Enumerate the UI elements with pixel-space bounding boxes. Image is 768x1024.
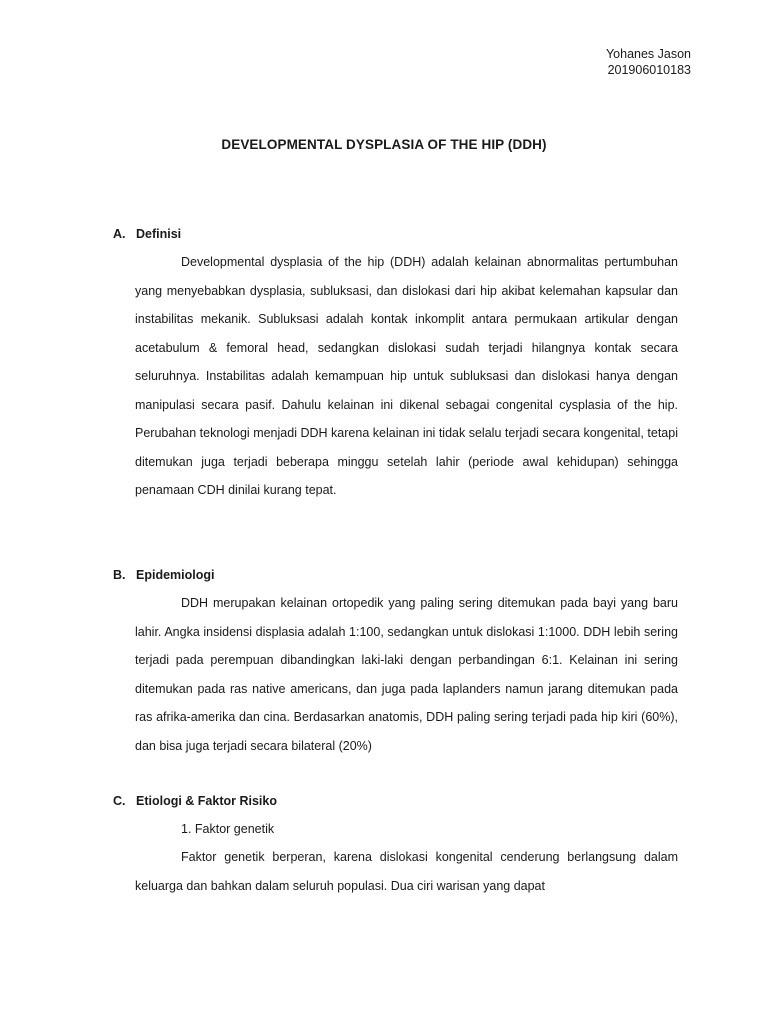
section-heading-definisi <box>113 227 181 241</box>
author-block <box>606 46 691 78</box>
paragraph-definisi: Developmental dysplasia of the hip (DDH) adalah kelainan abnormalitas pertumbuhan yang menyebabkan dysplasia, subluksasi, dan dislokasi dari hip akibat kelemahan kapsular dan instabilitas mekanik. Subluksasi adalah kontak inkomplit antara permukaan artikular dengan acetabulum & femoral head, sedangkan dislokasi sudah terjadi hilangnya kontak secara seluruhnya. Instabilitas adalah kemampuan hip untuk subluksasi dan dislokasi hanya dengan manipulasi secara pasif. Dahulu kelainan ini dikenal sebagai congenital cysplasia of the hip. Perubahan teknologi menjadi DDH karena kelainan ini tidak selalu terjadi secara kongenital, tetapi ditemukan juga terjadi beberapa minggu setelah lahir (periode awal kehidupan) sehingga penamaan CDH dinilai kurang tepat. <box>135 255 678 497</box>
section-letter: B. <box>113 568 126 582</box>
section-heading-etiologi <box>113 794 277 808</box>
section-title: Epidemiologi <box>136 568 215 582</box>
section-heading-epidemiologi <box>113 568 214 582</box>
section-title: Etiologi & Faktor Risiko <box>136 794 277 808</box>
student-id: 201906010183 <box>607 63 691 77</box>
section-letter: C. <box>113 794 126 808</box>
author-name: Yohanes Jason <box>605 47 691 61</box>
page-title: DEVELOPMENTAL DYSPLASIA OF THE HIP (DDH) <box>221 137 547 152</box>
section-letter: A. <box>113 227 126 241</box>
sub-item-faktor-genetik: 1. Faktor genetik <box>181 822 275 836</box>
section-title: Definisi <box>136 227 182 241</box>
paragraph-faktor-genetik: Faktor genetik berperan, karena dislokasi kongenital cenderung berlangsung dalam keluarga dan bahkan dalam seluruh populasi. Dua ciri warisan yang dapat <box>135 850 678 893</box>
paragraph-epidemiologi: DDH merupakan kelainan ortopedik yang paling sering ditemukan pada bayi yang baru lahir. Angka insidensi displasia adalah 1:100, sedangkan untuk dislokasi 1:1000. DDH lebih sering terjadi pada perempuan dibandingkan laki-laki dengan perbandingan 6:1. Kelainan ini sering ditemukan pada ras native americans, dan juga pada laplanders namun jarang ditemukan pada ras afrika-amerika dan cina. Berdasarkan anatomis, DDH paling sering terjadi pada hip kiri (60%), dan bisa juga terjadi secara bilateral (20%) <box>135 596 678 753</box>
